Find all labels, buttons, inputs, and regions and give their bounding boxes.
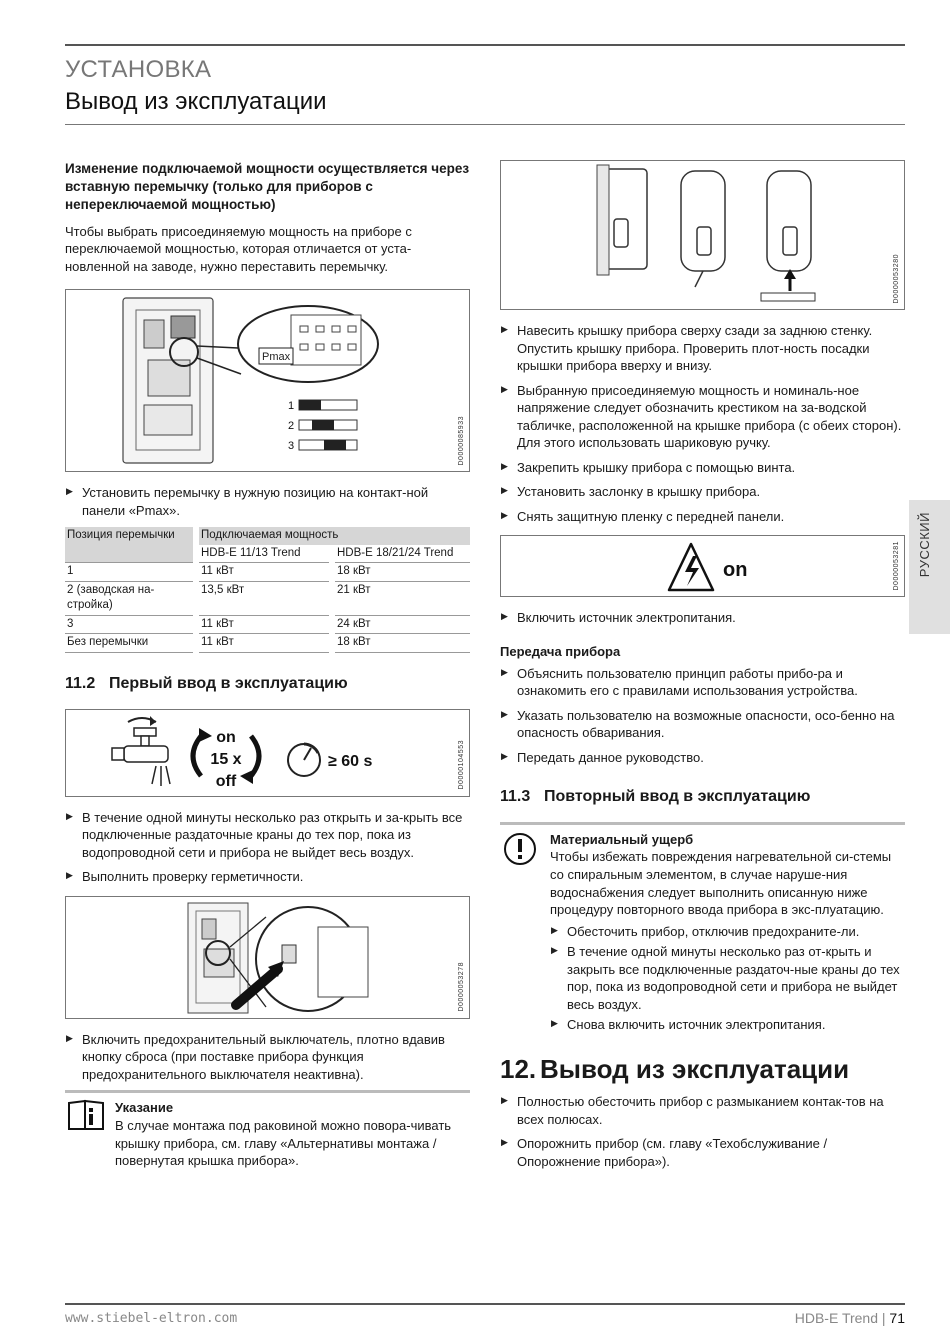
table-cell: Без перемычки [65,634,193,653]
th-position: Позиция перемычки [65,527,193,545]
table-row [65,563,470,582]
figure-code: D0000053281 [892,540,900,591]
header-rule [65,44,905,46]
section-heading: УСТАНОВКА [65,56,212,83]
chapter-12-heading [500,1052,905,1087]
section-title: Повторный ввод в эксплуатацию [544,788,811,806]
table-cell: 21 кВт [335,581,470,615]
on-label: on [723,559,748,582]
handover-heading: Передача прибора [500,644,621,660]
power-on-illustration [501,536,904,596]
list-item: ▶ Снова включить источник электропитания. [550,1016,905,1034]
footer-url: www.stiebel-eltron.com [65,1311,238,1326]
table-row [65,615,470,634]
list-item: ▶ Навесить крышку прибора сверху сзади за заднюю стенку. Опустить крышку прибора. Проверить плот-ность посадки крышки прибора вверху и внизу. [500,322,905,375]
warning-note [500,822,905,1034]
list-item: ▶ Включить источник электропитания. [500,609,905,627]
jumper-pos-3: 3 [288,440,295,453]
chapter-title: Вывод из эксплуатации [540,1053,850,1084]
th-model-2: HDB-E 18/21/24 Trend [335,545,470,563]
warning-text: Чтобы избежать повреждения нагревательной си-стемы со спиральным элементом, в случае наруше-ния водоснабжения следует выполнить описанную ниже процедуру повторного ввода прибора в экс-плуатацию. [550,849,892,918]
reset-illustration [66,897,469,1018]
list-item: ▶ Включить предохранительный выключатель, плотно вдавив кнопку сброса (при поставке прибора функция предохранительного выключателя неактивна). [65,1031,470,1084]
list-item: ▶ Установить заслонку в крышку прибора. [500,483,905,501]
jumper-pos-2: 2 [288,420,295,433]
flush-figure [65,709,470,797]
list-item: ▶ Выполнить проверку герметичности. [65,868,470,886]
list-item: ▶ Передать данное руководство. [500,749,905,767]
page-number: 71 [889,1310,905,1326]
header-divider [65,124,905,125]
footer-page-info [795,1309,905,1328]
info-note [65,1090,470,1169]
intro-text: Чтобы выбрать присоединяемую мощность на приборе с переключаемой мощностью, которая отличается от уста-новленной на заводе, нужно переставить перемычку. [65,223,412,274]
chapter-number: 12. [500,1053,537,1084]
figure-code: D0000104553 [457,740,465,790]
off-label: off [215,772,237,790]
table-cell: 11 кВт [199,563,329,582]
info-book-icon [67,1099,107,1136]
table-cell: 3 [65,615,193,634]
figure-code: D0000053278 [457,962,465,1012]
list-item: ▶ Снять защитную пленку с передней панели. [500,508,905,526]
figure-code: D0000053280 [892,253,900,303]
left-column [65,160,470,1170]
power-bullet-list [500,609,905,627]
table-cell: 11 кВт [199,615,329,634]
jumper-pos-1: 1 [288,400,295,413]
section-number: 11.3 [500,788,531,806]
right-column [500,160,905,1177]
pmax-label: Pmax [262,351,291,364]
list-item: ▶ Закрепить крышку прибора с помощью винта. [500,459,905,477]
times-label: 15 x [210,750,242,768]
section-11-2-heading [65,673,470,695]
jumper-table [65,527,470,653]
page-title: Вывод из эксплуатации [65,88,327,115]
cover-illustration [501,161,904,309]
jumper-illustration [66,290,469,471]
table-cell: 1 [65,563,193,582]
section-11-3-heading [500,786,905,808]
decommission-bullet-list [500,1093,905,1170]
table-row [65,581,470,615]
reset-figure [65,896,470,1019]
warning-title: Материальный ущерб [550,831,694,847]
list-item: ▶ Полностью обесточить прибор с размыканием контак-тов на всех полюсах. [500,1093,905,1128]
footer-separator: | [881,1310,886,1326]
list-item: ▶ Выбранную присоединяемую мощность и номиналь-ное напряжение следует обозначить крестиком на за-водской табличке, расположенной на крышке прибора (с обеих сторон). Для этого использовать шариковую ручку. [500,382,905,452]
section-title: Первый ввод в эксплуатацию [109,675,348,692]
list-item: ▶ В течение одной минуты несколько раз от-крыть и закрыть все подключенные раздаточ-ные краны до тех пор, пока из водопроводной сети и прибора не выйдет весь воздух. [550,943,905,1013]
handover-bullet-list [500,665,905,767]
cover-bullet-list [500,322,905,525]
table-cell: 13,5 кВт [199,581,329,615]
list-item: ▶ Объяснить пользователю принцип работы прибо-ра и ознакомить его с правилами использования устройства. [500,665,905,700]
footer-rule [65,1303,905,1305]
jumper-bullet-list [65,484,470,519]
table-cell: 24 кВт [335,615,470,634]
flush-illustration [66,710,469,796]
warning-icon [502,831,542,876]
flush-bullet-list [65,809,470,886]
footer-product: HDB-E Trend [794,1310,878,1326]
table-cell: 18 кВт [335,634,470,653]
table-cell: 11 кВт [199,634,329,653]
reset-bullet-list [65,1031,470,1084]
jumper-figure [65,289,470,472]
table-cell: 18 кВт [335,563,470,582]
th-model-1: HDB-E 11/13 Trend [199,545,329,563]
language-tab-label: РУССКИЙ [917,512,932,578]
note-title: Указание [115,1100,174,1116]
list-item: ▶ Установить перемычку в нужную позицию на контакт-ной панели «Pmax». [65,484,470,519]
on-label: on [216,728,236,746]
language-tab [909,500,950,634]
th-power: Подключаемая мощность [199,527,470,545]
table-cell: 2 (заводская на-стройка) [65,581,193,615]
table-row [65,634,470,653]
cover-figure [500,160,905,310]
power-on-figure [500,535,905,597]
note-text: В случае монтажа под раковиной можно повора-чивать крышку прибора, см. главу «Альтернативы монтажа / повернутая крышка прибора». [115,1117,452,1169]
list-item: ▶ В течение одной минуты несколько раз открыть и за-крыть все подключенные раздаточные краны до тех пор, пока из водопроводной сети и прибора не выйдет весь воздух. [65,809,470,862]
figure-code: D0000085933 [457,415,465,466]
list-item: ▶ Обесточить прибор, отключив предохраните-ли. [550,923,905,941]
list-item: ▶ Указать пользователю на возможные опасности, осо-бенно на опасность обваривания. [500,707,905,742]
duration-label: ≥ 60 s [328,752,373,770]
list-item: ▶ Опорожнить прибор (см. главу «Техобслуживание / Опорожнение прибора»). [500,1135,905,1170]
intro-heading: Изменение подключаемой мощности осуществляется через вставную перемычку (только для приборов с непереключаемой мощностью) [65,161,470,213]
section-number: 11.2 [65,675,96,692]
warning-bullet-list [550,923,905,1034]
